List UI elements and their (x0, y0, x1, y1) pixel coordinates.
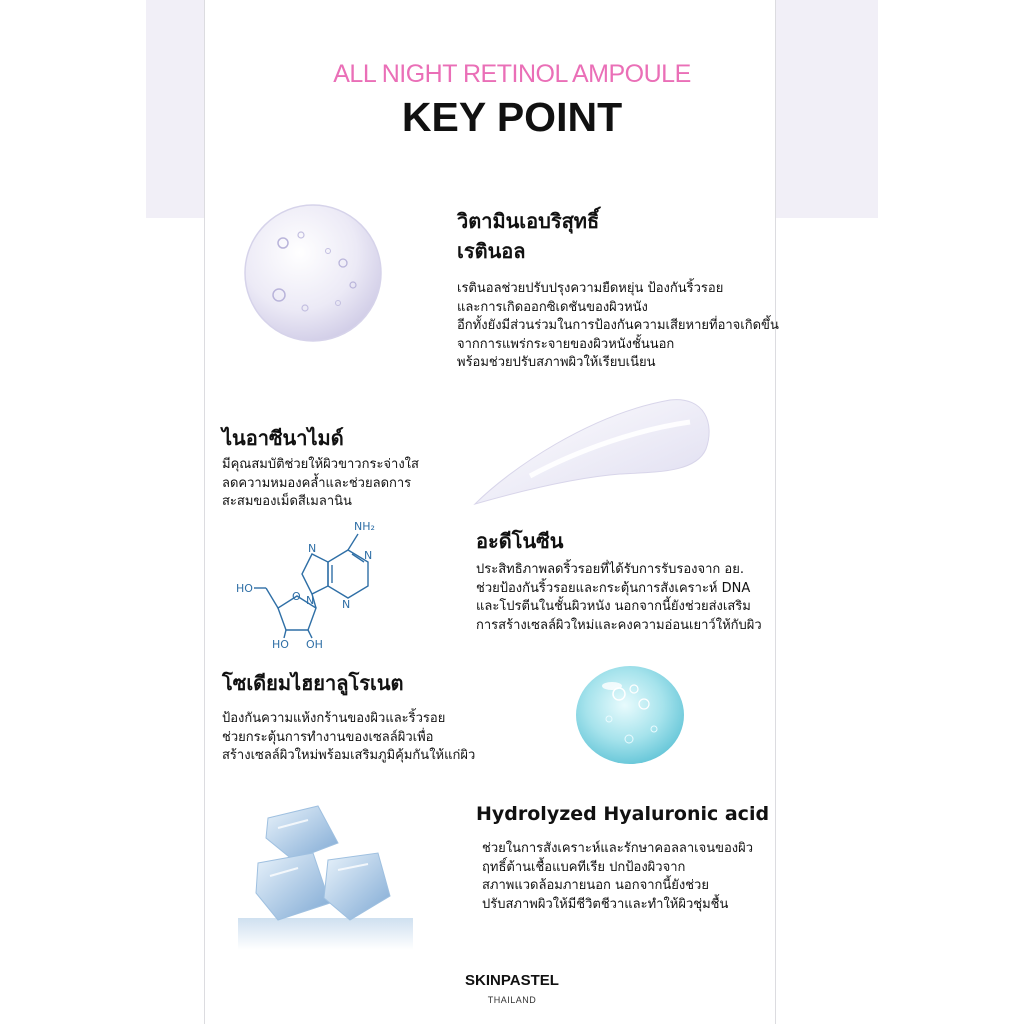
section-heading: Hydrolyzed Hyaluronic acid (476, 803, 770, 825)
molecule-label: N (308, 542, 317, 555)
section-body: มีคุณสมบัติช่วยให้ผิวขาวกระจ่างใส ลดความหมองคล้ำและช่วยลดการ สะสมของเม็ดสีเมลานิน (222, 457, 419, 509)
section-heading: ไนอาซีนาไมด์ (222, 426, 344, 450)
section-body: เรตินอลช่วยปรับปรุงความยืดหยุ่น ป้องกันริ้วรอย และการเกิดออกซิเดชันของผิวหนัง อีกทั้งยังมีส่วนร่วมในการป้องกันความเสียหายที่อาจเกิดขึ้น จากการแพร่กระจายของผิวหนังชั้นนอก พร้อมช่วยปรับสภาพผิวให้เรียบเนียน (457, 281, 779, 370)
cream-smear-icon (470, 394, 715, 516)
molecule-label: NH₂ (354, 520, 375, 533)
molecule-label: N (306, 594, 315, 607)
molecule-label: HO (236, 582, 253, 595)
section-body: ประสิทธิภาพลดริ้วรอยที่ได้รับการรับรองจาก อย. ช่วยป้องกันริ้วรอยและกระตุ้นการสังเคราะห์ DNA และโปรตีนในชั้นผิวหนัง นอกจากนี้ยังช่วยส่งเสริม การสร้างเซลล์ผิวใหม่และคงความอ่อนเยาว์ให้กับผิว (476, 562, 762, 633)
section-heading: วิตามินเอบริสุทธิ์ เรตินอล (457, 209, 600, 263)
blue-gel-drop-icon (574, 664, 686, 766)
brand-logo: SKINPASTEL (465, 972, 559, 989)
serum-drop-icon (243, 203, 383, 343)
brand-region: THAILAND (487, 995, 537, 1005)
section-heading: โซเดียมไฮยาลูโรเนต (222, 671, 404, 695)
product-subtitle: ALL NIGHT RETINOL AMPOULE (333, 60, 691, 88)
section-body: ป้องกันความแห้งกร้านของผิวและริ้วรอย ช่วยกระตุ้นการทำงานของเซลล์ผิวเพื่อ สร้างเซลล์ผิวใหม่พร้อมเสริมภูมิคุ้มกันให้แก่ผิว (222, 711, 476, 763)
ice-cubes-icon (238, 798, 413, 950)
adenosine-molecule-icon (236, 512, 396, 652)
page-title: KEY POINT (401, 94, 623, 140)
molecule-label: O (292, 590, 301, 603)
section-heading: อะดีโนซีน (476, 529, 564, 553)
molecule-label: N (342, 598, 351, 611)
molecule-label: N (364, 549, 373, 562)
molecule-label: HO (272, 638, 289, 651)
molecule-label: OH (306, 638, 323, 651)
section-body: ช่วยในการสังเคราะห์และรักษาคอลลาเจนของผิว ฤทธิ์ต้านเชื้อแบคทีเรีย ปกป้องผิวจาก สภาพแวดล้อมภายนอก นอกจากนี้ยังช่วย ปรับสภาพผิวให้มีชีวิตชีวาและทำให้ผิวชุ่มชื้น (482, 841, 754, 912)
